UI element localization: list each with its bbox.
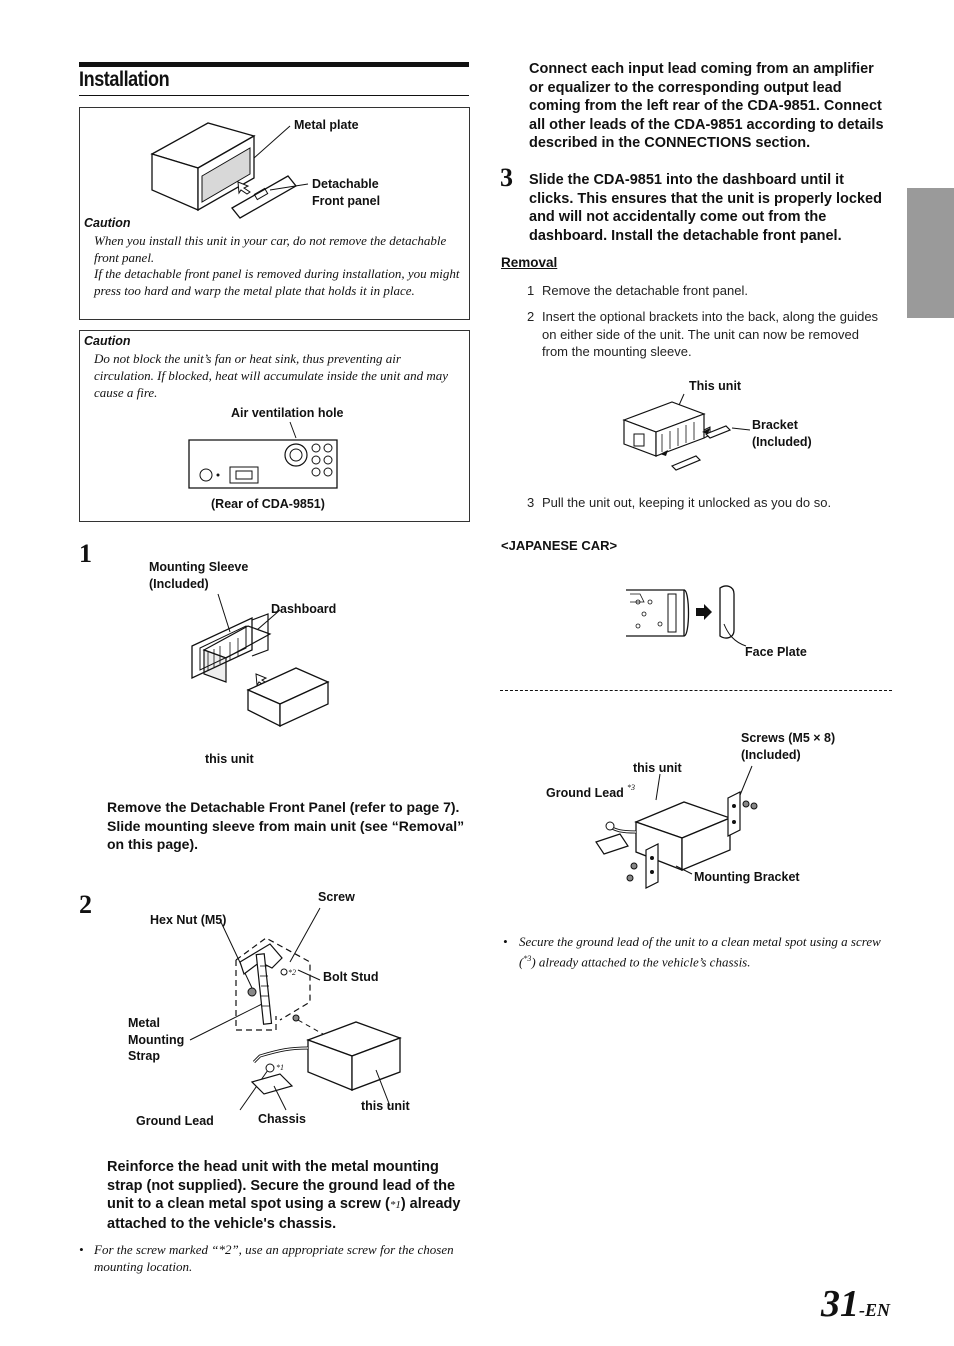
title-rule-bottom [79, 95, 469, 96]
step2-text-marker: *1 [389, 1199, 401, 1211]
step-1-number: 1 [79, 539, 92, 568]
removal-unit-label: This unit [689, 379, 742, 393]
screws-label-line1: Screws (M5 × 8) [741, 731, 836, 745]
jp-ground-label: Ground Lead [546, 786, 624, 800]
step2-note: For the screw marked “*2”, use an appropriate screw for the chosen mounting location. [94, 1242, 454, 1274]
step-3-text: Slide the CDA-9851 into the dashboard until it clicks. This ensures that the unit is properly locked and will not accidentally come out from the dashboard. Install the detachable front panel. [529, 172, 882, 244]
page-number-suffix: -EN [859, 1300, 890, 1320]
strap-label-line1: Metal [128, 1016, 160, 1030]
removal-bracket-label-line1: Bracket [752, 418, 798, 432]
step-1-text: Remove the Detachable Front Panel (refer to page 7). Slide mounting sleeve from main unit (see “Removal” on this page). [107, 799, 465, 852]
vent-label: Air ventilation hole [231, 406, 344, 420]
caution-heading-1: Caution [84, 216, 131, 230]
connect-text: Connect each input lead coming from an amplifier or equalizer to the corresponding output lead coming from the left rear of the CDA-9851. Connect all other leads of the CDA-9851 according to details described in the CONNECTIONS section. [529, 61, 884, 151]
removal-step-1: Remove the detachable front panel. [542, 283, 748, 298]
unit-front-panel-illustration [150, 118, 320, 228]
rear-panel-illustration [188, 418, 340, 490]
caution-text-2: Do not block the unit’s fan or heat sink, thus preventing air circulation. If blocked, heat will accumulate inside the unit and may cause a fire. [94, 351, 449, 400]
jp-note-part2: ) already attached to the vehicle’s chassis. [531, 954, 751, 970]
jp-bracket-label: Mounting Bracket [694, 870, 800, 884]
caution-text-1a: When you install this unit in your car, do not remove the detachable front panel. [94, 233, 447, 265]
metal-plate-label: Metal plate [294, 118, 359, 132]
step2-text-part2: ) already attached to the vehicle's chassis. [107, 1196, 461, 1232]
removal-step-3-num: 3 [527, 495, 535, 510]
jp-unit-label: this unit [633, 761, 682, 775]
caution-text-1b: If the detachable front panel is removed during installation, you might press too hard and warp the metal plate that holds it in place. [94, 266, 460, 298]
caution-heading-2: Caution [84, 334, 131, 348]
jp-ground-mark: *3 [627, 783, 635, 792]
dashboard-label: Dashboard [271, 602, 337, 616]
jp-note-bullet: • [503, 934, 508, 949]
step2-text-part1: Reinforce the head unit with the metal mounting strap (not supplied). Secure the ground lead of the unit to a clean metal spot using a screw ( [107, 1159, 456, 1212]
removal-step-2: Insert the optional brackets into the back, along the guides on either side of the unit. The unit can now be removed from the mounting sleeve. [542, 309, 879, 359]
hexnut-label: Hex Nut (M5) [150, 913, 227, 927]
removal-bracket-label-line2: (Included) [752, 435, 812, 449]
removal-step-3: Pull the unit out, keeping it unlocked as you do so. [542, 495, 832, 510]
strap-label-line2: Mounting [128, 1033, 185, 1047]
step-2-text [107, 1158, 472, 1233]
strap-label-line3: Strap [128, 1049, 160, 1063]
page-number [821, 1282, 890, 1326]
jp-note [519, 933, 887, 970]
note-bullet: • [79, 1242, 84, 1257]
language-tab [907, 188, 954, 318]
screw-label: Screw [318, 890, 355, 904]
step-3-number: 3 [500, 163, 513, 192]
sleeve-label-line2: (Included) [149, 577, 209, 591]
screws-label-line2: (Included) [741, 748, 801, 762]
mounting-bracket-illustration [590, 770, 770, 885]
removal-heading: Removal [501, 255, 558, 270]
face-plate-illustration [624, 584, 744, 644]
step2-ground-label: Ground Lead [136, 1114, 214, 1128]
jp-note-part1: Secure the ground lead of the unit to a clean metal spot using a screw ( [519, 934, 881, 970]
step1-unit-label: this unit [205, 752, 254, 766]
mark-2: *2 [288, 968, 296, 977]
removal-step-1-num: 1 [527, 283, 535, 298]
face-plate-label: Face Plate [745, 645, 807, 659]
page-title: Installation [79, 68, 170, 91]
jp-note-marker: *3 [523, 954, 532, 963]
removal-step-2-num: 2 [527, 309, 535, 324]
chassis-label: Chassis [258, 1112, 306, 1126]
step2-unit-label: this unit [361, 1099, 410, 1113]
japanese-car-heading: <JAPANESE CAR> [501, 538, 618, 553]
title-rule-top [79, 62, 469, 67]
front-panel-label-line2: Front panel [312, 194, 381, 208]
removal-bracket-illustration [620, 390, 750, 490]
front-panel-label-line1: Detachable [312, 177, 379, 191]
mounting-sleeve-illustration [190, 590, 340, 730]
mark-1: *1 [276, 1063, 284, 1072]
sleeve-label-line1: Mounting Sleeve [149, 560, 249, 574]
strap-illustration [180, 900, 420, 1110]
boltstud-label: Bolt Stud [323, 970, 379, 984]
rear-label: (Rear of CDA-9851) [211, 497, 325, 511]
step-2-number: 2 [79, 890, 92, 919]
page-number-value: 31 [821, 1283, 859, 1325]
section-divider [500, 690, 892, 691]
